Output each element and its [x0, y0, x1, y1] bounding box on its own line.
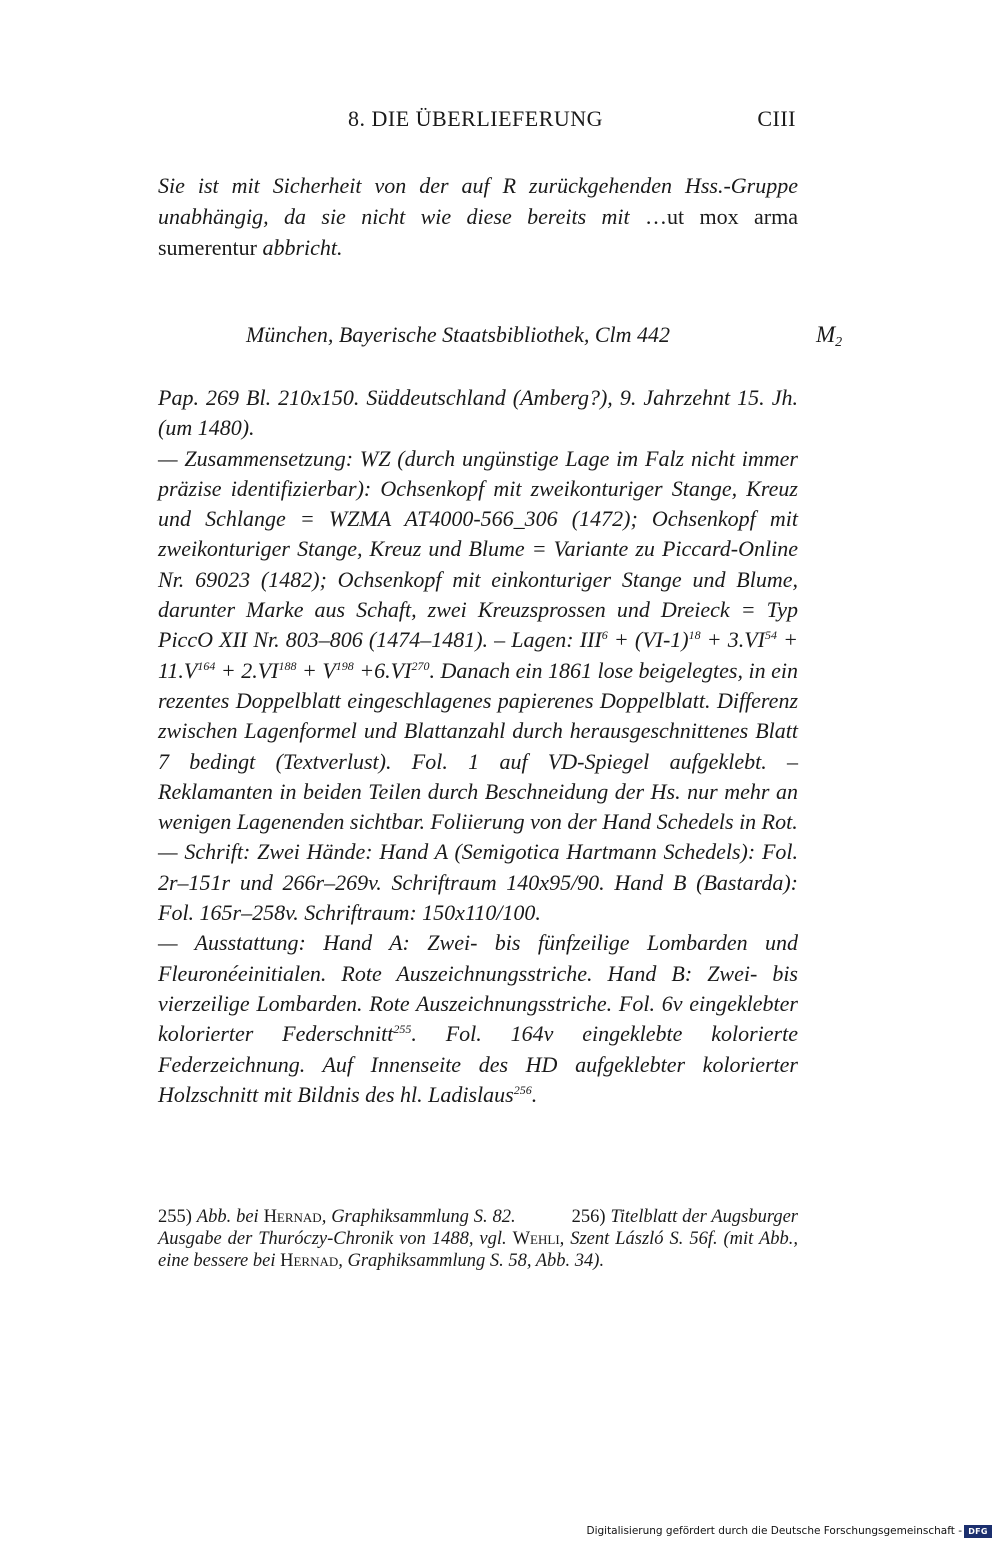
composition-text: + 11.V [158, 627, 798, 683]
digitization-credit: Digitalisierung gefördert durch die Deutsche Forschungsgemeinschaft - [586, 1525, 962, 1537]
composition-text: + 3.VI [700, 627, 766, 653]
manuscript-description [158, 383, 798, 1110]
shelfmark-heading [158, 322, 850, 354]
quire-count: 198 [335, 658, 354, 673]
description-script: — Schrift: Zwei Hände: Hand A (Semigotica Hartmann Schedels): Fol. 2r–151r und 266r–269v. Schriftraum 140x95/90. Hand B (Bastarda): Fol. 165r–258v. Schriftraum: 150x110/100. [158, 839, 798, 926]
footnote-ref-255[interactable]: 255 [393, 1022, 412, 1037]
quire-count: 270 [411, 658, 430, 673]
footnote-author: Hernad [280, 1251, 339, 1271]
siglum [816, 322, 842, 351]
composition-text: — Zusammensetzung: WZ (durch ungünstige Lage im Falz nicht immer präzise identifizierbar): Ochsenkopf mit zweikonturiger Stange, Kreuz und Schlange = WZMA AT4000-566_306 (1472); Ochsenkopf mit zweikonturiger Stange, Kreuz und Blume = Variante zu Piccard-Online Nr. 69023 (1482); Ochsenkopf mit einkonturiger Stange und Blume, darunter Marke aus Schaft, zwei Kreuzsprossen und Dreieck = Typ PiccO XII Nr. 803–806 (1474–1481). – Lagen: III [158, 445, 798, 653]
composition-text: . Danach ein 1861 lose beigelegtes, in ein rezentes Doppelblatt eingeschlagenes papierenes Doppelblatt. Differenz zwischen Lagenformel und Blattanzahl durch herausgeschnittenes Blatt 7 bedingt (Textverlust). Fol. 1 auf VD-Spiegel aufgeklebt. – Reklamanten in beiden Teilen durch Beschneidung der Hs. nur mehr an wenigen Lagenenden sichtbar. Foliierung von der Hand Schedels in Rot. [158, 657, 798, 835]
footnote-text: Abb. bei [196, 1207, 264, 1227]
quire-count: 164 [197, 658, 216, 673]
composition-text: + V [296, 657, 336, 683]
running-header [158, 106, 798, 136]
decoration-text: . [531, 1081, 538, 1107]
footnote-255 [158, 1207, 516, 1227]
description-decoration [158, 928, 798, 1110]
decoration-text: — Ausstattung: Hand A: Zwei- bis fünfzeilige Lombarden und Fleuronéeinitialen. Rote Auszeichnungsstriche. Hand B: Zwei- bis vierzeilige Lombarden. Rote Auszeichnungsstriche. Fol. 6v eingeklebter kolorierter Federschnitt [158, 930, 798, 1047]
quire-count: 54 [765, 628, 778, 643]
description-composition [158, 444, 798, 838]
footnote-text: , Graphiksammlung S. 58, Abb. 34). [338, 1251, 605, 1271]
running-title: 8. DIE ÜBERLIEFERUNG [348, 106, 604, 131]
intro-text: Sie ist mit Sicherheit von der auf R zurückgehenden Hss.-Gruppe unabhängig, da sie nicht wie diese bereits mit [158, 173, 798, 229]
footnote-text: , Szent László S. 56f. (mit Abb., eine bessere bei [158, 1229, 798, 1271]
footnotes [158, 1206, 798, 1272]
description-summary: Pap. 269 Bl. 210x150. Süddeutschland (Amberg?), 9. Jahrzehnt 15. Jh. (um 1480). [158, 385, 798, 441]
composition-text: + (VI-1) [607, 627, 689, 653]
footnote-number: 255) [158, 1207, 192, 1227]
quire-count: 18 [688, 628, 701, 643]
intro-paragraph [158, 170, 798, 263]
siglum-letter: M [816, 322, 836, 347]
footnote-author: Wehli [512, 1229, 560, 1249]
footnote-text: Titelblatt der Augsburger Ausgabe der Thuróczy-Chronik von 1488, vgl. [158, 1207, 799, 1249]
dfg-logo: DFG [964, 1525, 992, 1538]
intro-text-end: abbricht. [256, 235, 343, 260]
footnote-number: 256) [571, 1207, 606, 1227]
shelfmark-title: München, Bayerische Staatsbibliothek, Clm 442 [246, 322, 671, 347]
footnote-ref-256[interactable]: 256 [513, 1082, 532, 1097]
quire-count: 6 [601, 628, 608, 643]
siglum-index: 2 [835, 335, 843, 350]
composition-text: + 2.VI [215, 657, 279, 683]
footnote-text: , Graphiksammlung S. 82. [321, 1207, 516, 1227]
page-number: CIII [757, 106, 796, 131]
quire-count: 188 [278, 658, 297, 673]
composition-text: +6.VI [353, 657, 412, 683]
intro-quote: …ut mox arma sumerentur [158, 204, 798, 260]
decoration-text: . Fol. 164v eingeklebte kolorierte Federzeichnung. Auf Innenseite des HD aufgeklebter kolorierter Holzschnitt mit Bildnis des hl. Ladislaus [158, 1021, 798, 1107]
footnote-author: Hernad [263, 1207, 322, 1227]
